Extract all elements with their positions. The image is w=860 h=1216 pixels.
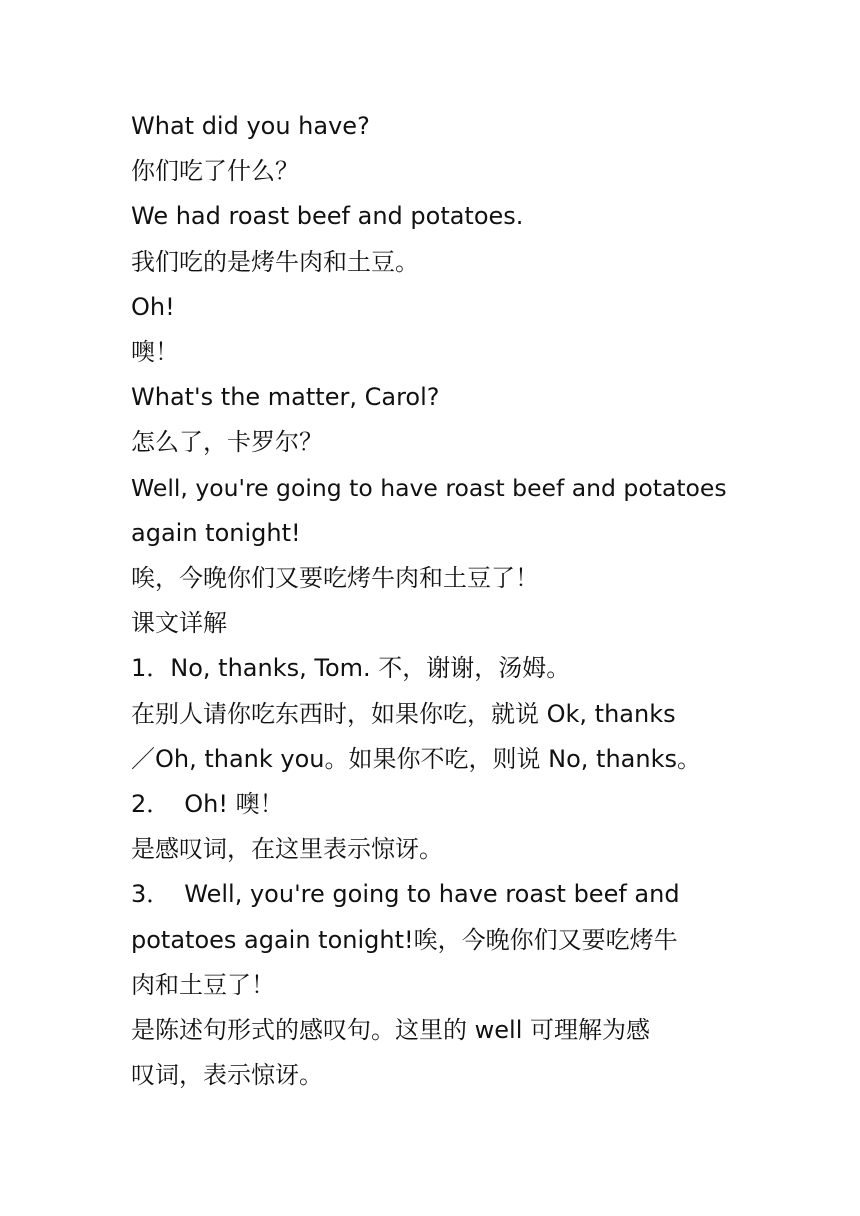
note-1	[131, 646, 732, 691]
note-explanation: 叹词，表示惊讶。	[131, 1061, 323, 1090]
dialogue-line-english: Well, you're going to have roast beef and potatoes	[131, 473, 727, 502]
dialogue-line-chinese: 我们吃的是烤牛肉和土豆。	[131, 247, 419, 276]
dialogue-line-english-continued: again tonight!	[131, 518, 301, 547]
dialogue-line-chinese: 唉，今晚你们又要吃烤牛肉和土豆了！	[131, 564, 539, 593]
note-number: 1．	[131, 654, 171, 683]
note-text: Oh! 噢！	[184, 790, 284, 819]
note-text: No, thanks, Tom. 不，谢谢，汤姆。	[170, 654, 571, 683]
note-explanation: ／Oh, thank you。如果你不吃，则说 No, thanks。	[131, 744, 701, 773]
note-number: 2．	[131, 790, 171, 819]
note-text: Well, you're going to have roast beef and	[184, 880, 680, 909]
note-3	[131, 872, 732, 917]
note-text-continued: potatoes again tonight!唉，今晚你们又要吃烤牛	[131, 925, 678, 954]
note-explanation: 在别人请你吃东西时，如果你吃，就说 Ok, thanks	[131, 699, 676, 728]
dialogue-line-chinese: 噢！	[131, 338, 179, 367]
document-page	[131, 104, 732, 1098]
note-number: 3．	[131, 880, 171, 909]
dialogue-line-chinese: 怎么了，卡罗尔？	[131, 428, 323, 457]
dialogue-line-chinese: 你们吃了什么？	[131, 157, 299, 186]
dialogue-line-english: We had roast beef and potatoes.	[131, 202, 524, 231]
note-text-continued: 肉和土豆了！	[131, 970, 275, 999]
note-explanation: 是陈述句形式的感叹句。这里的 well 可理解为感	[131, 1016, 650, 1045]
note-2	[131, 782, 732, 827]
section-heading: 课文详解	[131, 609, 227, 638]
dialogue-line-english: Oh!	[131, 292, 175, 321]
dialogue-line-english: What did you have?	[131, 112, 370, 140]
note-explanation: 是感叹词，在这里表示惊讶。	[131, 835, 443, 864]
dialogue-line-english: What's the matter, Carol?	[131, 383, 440, 412]
